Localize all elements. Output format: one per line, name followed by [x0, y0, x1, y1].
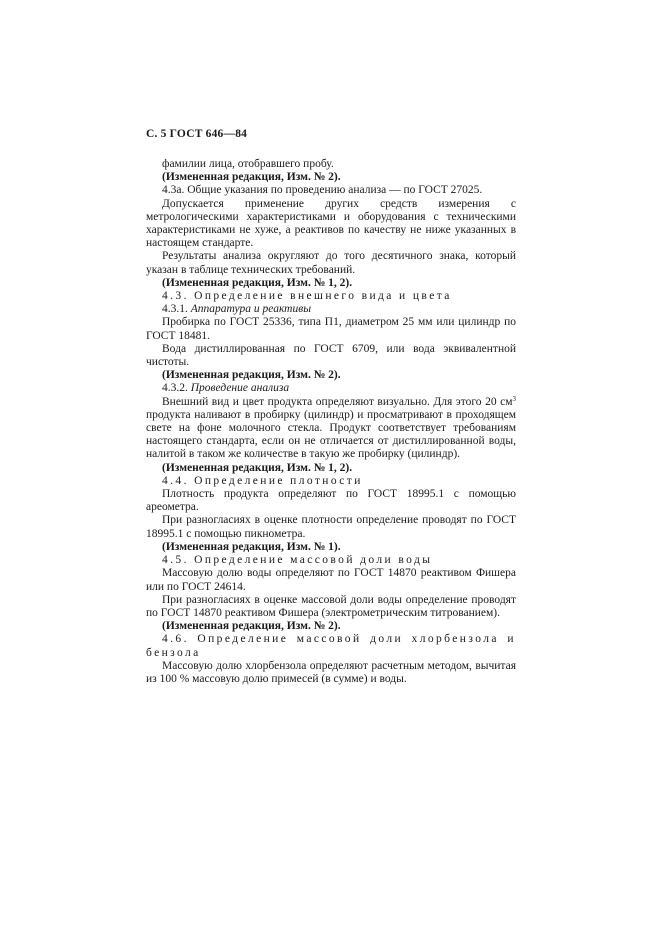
paragraph: При разногласиях в оценке массовой доли воды определение проводят по ГОСТ 14870 реактивом Фишера (электрометрическим титрованием).	[146, 593, 516, 619]
paragraph: Плотность продукта определяют по ГОСТ 18995.1 с помощью ареометра.	[146, 488, 516, 514]
subsection-title: Проведение анализа	[190, 382, 290, 395]
amendment-note: (Измененная редакция, Изм. № 1, 2).	[162, 276, 353, 289]
amendment-note: (Измененная редакция, Изм. № 2).	[162, 369, 341, 382]
subsection-heading	[146, 303, 516, 316]
paragraph: Массовую долю воды определяют по ГОСТ 14870 реактивом Фишера или по ГОСТ 24614.	[146, 567, 516, 593]
paragraph: Вода дистиллированная по ГОСТ 6709, или вода эквивалентной чистоты.	[146, 342, 516, 369]
amendment-note: (Измененная редакция, Изм. № 2).	[162, 171, 341, 184]
paragraph: Пробирка по ГОСТ 25336, типа П1, диаметром 25 мм или цилиндр по ГОСТ 18481.	[146, 316, 516, 342]
paragraph-continuation: фамилии лица, отобравшего пробу.	[162, 158, 334, 170]
amendment-note: (Измененная редакция, Изм. № 1, 2).	[162, 461, 353, 474]
paragraph: При разногласиях в оценке плотности определение проводят по ГОСТ 18995.1 с помощью пикнометра.	[146, 514, 516, 540]
paragraph: Результаты анализа округляют до того десятичного знака, который указан в таблице технических требований.	[146, 250, 516, 276]
amendment-note: (Измененная редакция, Изм. № 2).	[162, 620, 341, 633]
subsection-heading	[146, 382, 516, 395]
paragraph: Допускается применение других средств измерения с метрологическими характеристиками и оборудования с техническими характеристиками не хуже, а реактивов по качеству не ниже указанных в настоящем стандарте.	[146, 197, 516, 250]
superscript: 3	[512, 394, 516, 403]
subsection-number: 4.3.2.	[162, 382, 188, 395]
section-heading: 4.3. Определение внешнего вида и цвета	[162, 290, 452, 303]
amendment-note: (Измененная редакция, Изм. № 1).	[162, 540, 341, 553]
section-heading: 4.4. Определение плотности	[162, 474, 363, 487]
document-body	[146, 158, 516, 686]
section-heading: 4.6. Определение массовой доли хлорбензола и бензола	[146, 633, 516, 659]
subsection-number: 4.3.1.	[162, 303, 188, 316]
subsection-title: Аппаратура и реактивы	[190, 303, 312, 316]
section-heading: 4.5. Определение массовой доли воды	[162, 554, 433, 567]
paragraph: Внешний вид и цвет продукта определяют визуально. Для этого 20 $см^3$ продукта наливают в пробирку (цилиндр) и просматривают в проходящем свете на фоне молочного стекла. Продукт соответствует требованиям настоящего стандарта, если он не отличается от дистиллированной воды, налитой в таком же количестве в такую же пробирку (цилиндр).	[146, 394, 516, 461]
paragraph: 4.3а. Общие указания по проведению анализа — по ГОСТ 27025.	[162, 184, 483, 197]
paragraph: Массовую долю хлорбензола определяют расчетным методом, вычитая из 100 % массовую долю примесей (в сумме) и воды.	[146, 659, 516, 685]
page-header: С. 5 ГОСТ 646—84	[146, 128, 248, 140]
